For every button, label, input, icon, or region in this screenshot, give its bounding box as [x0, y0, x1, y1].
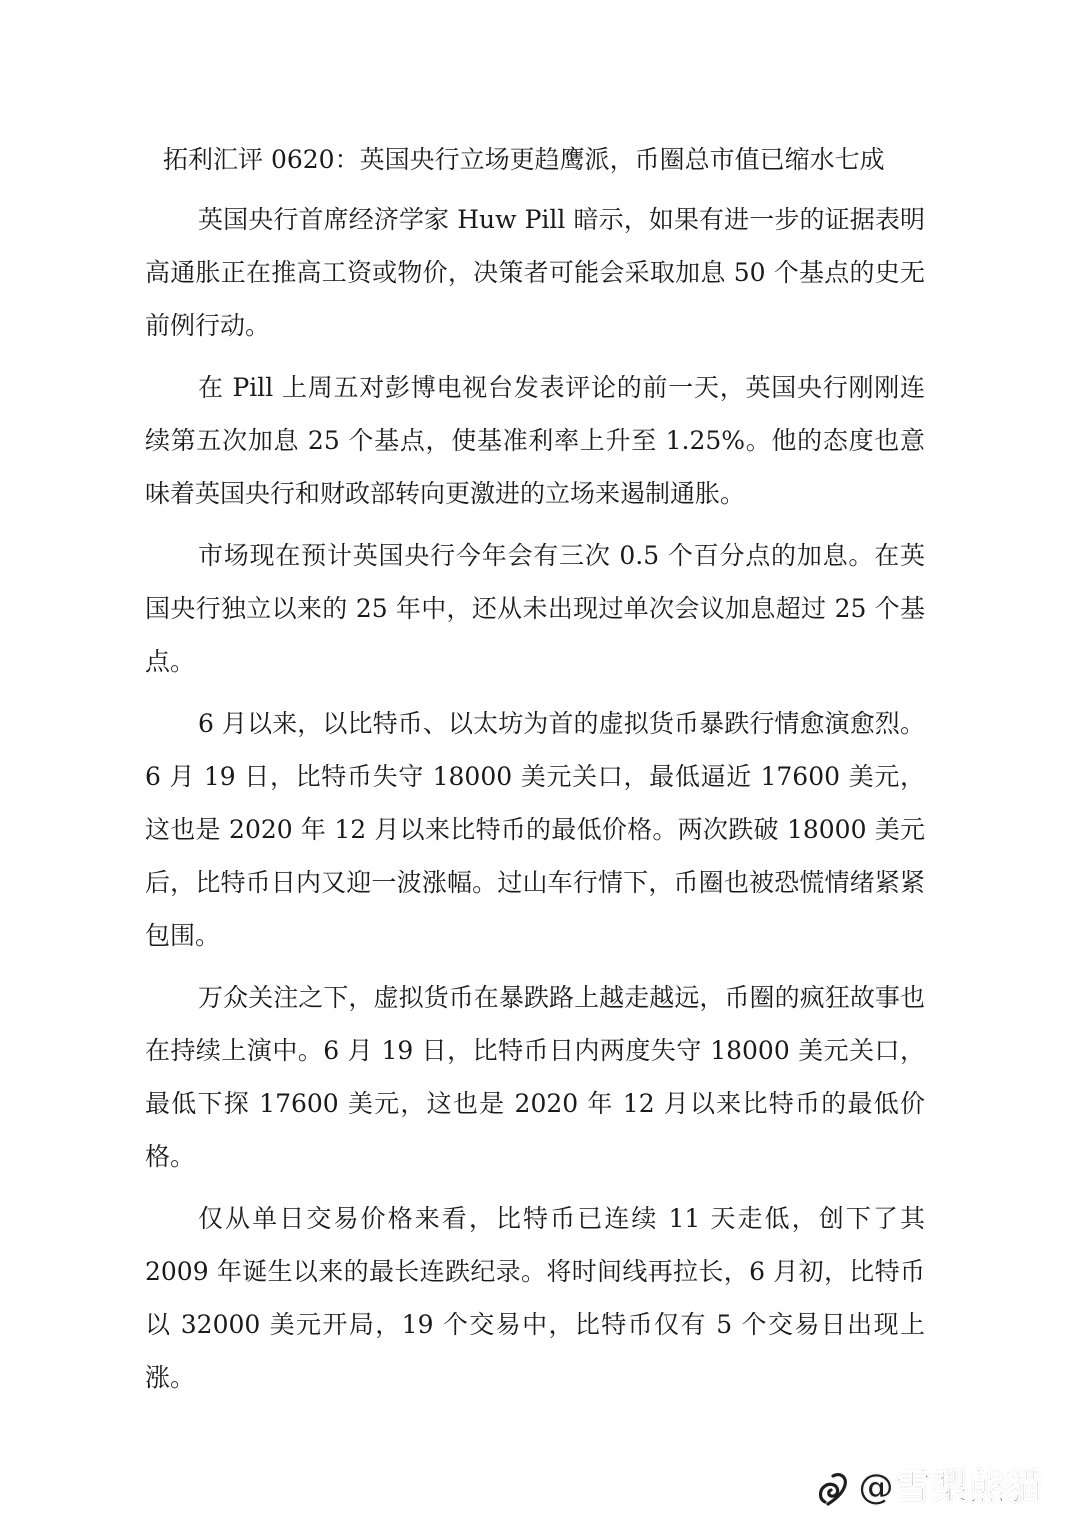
- watermark-text: @雪梨熊貓: [857, 1467, 1043, 1508]
- document-title: 拓利汇评 0620：英国央行立场更趋鹰派，币圈总市值已缩水七成: [163, 145, 885, 174]
- document-body: [145, 140, 925, 1404]
- paragraph: 仅从单日交易价格来看，比特币已连续 11 天走低，创下了其 2009 年诞生以来的最长连跌纪录。将时间线再拉长，6 月初，比特币以 32000 美元开局，19 个交易中，比特币仅有 5 个交易日出现上涨。: [145, 1204, 925, 1392]
- paragraph: 6 月以来，以比特币、以太坊为首的虚拟货币暴跌行情愈演愈烈。6 月 19 日，比特币失守 18000 美元关口，最低逼近 17600 美元，这也是 2020 年 12 月以来比特币的最低价格。两次跌破 18000 美元后，比特币日内又迎一波涨幅。过山车行情下，币圈也被恐慌情绪紧紧包围。: [145, 709, 925, 950]
- paragraph: 市场现在预计英国央行今年会有三次 0.5 个百分点的加息。在英国央行独立以来的 25 年中，还从未出现过单次会议加息超过 25 个基点。: [145, 541, 925, 676]
- paragraph: 在 Pill 上周五对彭博电视台发表评论的前一天，英国央行刚刚连续第五次加息 25 个基点，使基准利率上升至 1.25%。他的态度也意味着英国央行和财政部转向更激进的立场来遏制通胀。: [145, 373, 925, 508]
- paragraph: 英国央行首席经济学家 Huw Pill 暗示，如果有进一步的证据表明高通胀正在推高工资或物价，决策者可能会采取加息 50 个基点的史无前例行动。: [145, 205, 925, 340]
- watermark: [816, 1468, 1043, 1508]
- paragraph: 万众关注之下，虚拟货币在暴跌路上越走越远，币圈的疯狂故事也在持续上演中。6 月 19 日，比特币日内两度失守 18000 美元关口，最低下探 17600 美元，这也是 2020 年 12 月以来比特币的最低价格。: [145, 983, 925, 1171]
- snowball-logo-icon: [816, 1468, 850, 1508]
